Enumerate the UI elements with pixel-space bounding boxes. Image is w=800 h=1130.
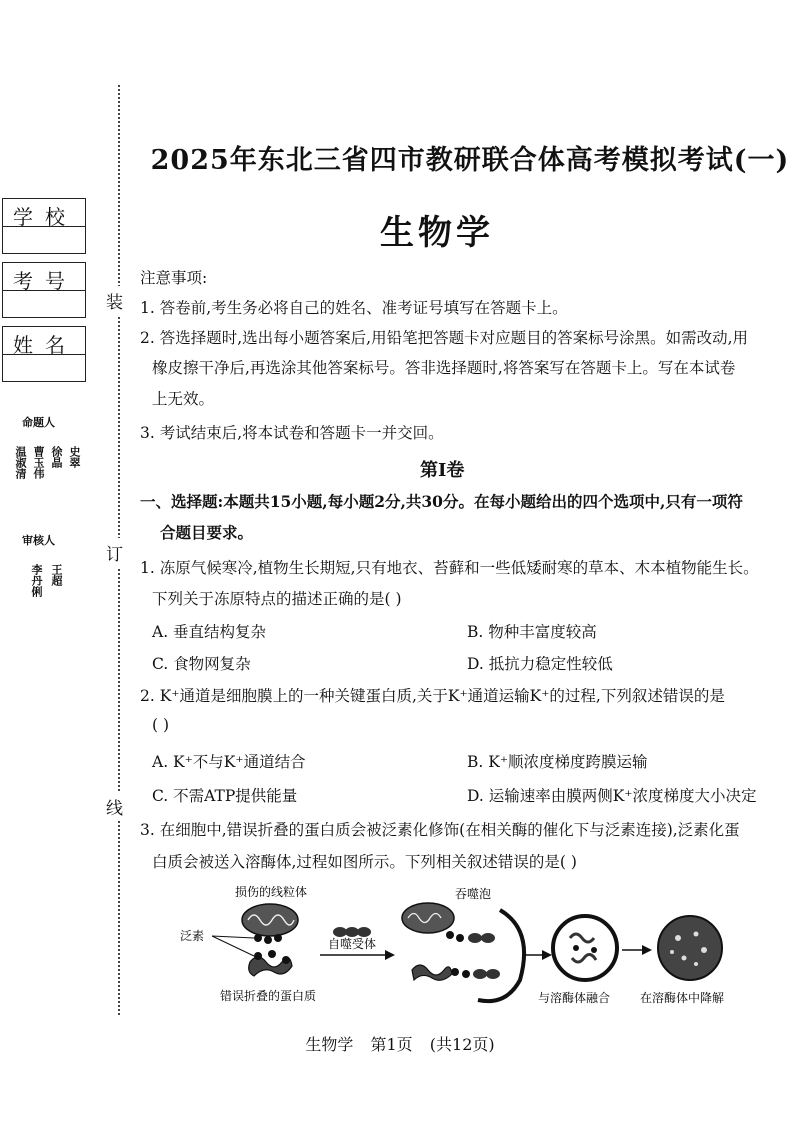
- label-misfolded: 错误折叠的蛋白质: [220, 989, 317, 1003]
- question-stem: 下列关于冻原特点的描述正确的是( ): [152, 590, 402, 608]
- section-title: 第Ⅰ卷: [420, 460, 465, 481]
- option-d[interactable]: D. 抵抗力稳定性较低: [467, 655, 613, 673]
- exam-number-field[interactable]: [2, 262, 86, 318]
- reviewers-heading: 审核人: [22, 534, 55, 547]
- question-stem: 3. 在细胞中,错误折叠的蛋白质会被泛素化修饰(在相关酶的催化下与泛素连接),泛素化蛋: [140, 821, 740, 839]
- label-degrade: 在溶酶体中降解: [640, 991, 725, 1005]
- notice-item: 2. 答选择题时,选出每小题答案后,用铅笔把答题卡对应题目的答案标号涂黑。如需改动,用: [140, 329, 748, 347]
- label-fusion: 与溶酶体融合: [538, 991, 611, 1005]
- autophagy-receptor: [333, 927, 371, 937]
- exam-title: 2025年东北三省四市教研联合体高考模拟考试(一): [150, 145, 790, 176]
- option-c[interactable]: C. 食物网复杂: [152, 655, 251, 673]
- label-autophagosome: 吞噬泡: [455, 887, 492, 901]
- notice-heading: 注意事项:: [140, 269, 208, 287]
- school-field[interactable]: [2, 198, 86, 254]
- section-instruction: 合题目要求。: [160, 523, 254, 542]
- proposers-heading: 命题人: [22, 416, 55, 429]
- option-d[interactable]: D. 运输速率由膜两侧K⁺浓度梯度大小决定: [467, 787, 757, 805]
- reviewer-name: 王超: [50, 564, 63, 586]
- notice-item: 橡皮擦干净后,再选涂其他答案标号。答非选择题时,将答案写在答题卡上。写在本试卷: [152, 359, 736, 377]
- notice-item: 上无效。: [152, 390, 215, 408]
- engulfing-stage: [402, 903, 524, 1001]
- binding-mark-xian: 线: [106, 792, 123, 821]
- notice-item: 3. 考试结束后,将本试卷和答题卡一并交回。: [140, 424, 444, 442]
- option-a[interactable]: A. 垂直结构复杂: [152, 623, 267, 641]
- question-stem: 1. 冻原气候寒冷,植物生长期短,只有地衣、苔藓和一些低矮耐寒的草本、木本植物能生长。: [140, 559, 759, 577]
- subject-title: 生物学: [380, 213, 494, 253]
- name-label: 姓名: [13, 333, 77, 357]
- label-ubiquitin: 泛素: [180, 929, 205, 943]
- lysosome-fusion: [553, 916, 617, 980]
- proposer-name: 徐晶: [50, 446, 63, 468]
- label-receptor: 自噬受体: [328, 937, 377, 951]
- binding-mark-zhuang: 装: [106, 286, 123, 315]
- exam-number-label: 考号: [13, 269, 77, 293]
- footer-subject: 生物学: [305, 1035, 354, 1054]
- option-b[interactable]: B. K⁺顺浓度梯度跨膜运输: [467, 753, 648, 771]
- question-stem: ( ): [152, 716, 170, 734]
- misfolded-protein: [249, 950, 292, 976]
- proposer-name: 曹玉伟: [32, 446, 45, 479]
- proposer-name: 史翠: [68, 446, 81, 468]
- binding-mark-ding: 订: [106, 538, 123, 567]
- page-footer: [0, 1032, 800, 1055]
- lysosome-degradation: [658, 916, 722, 980]
- autophagy-figure: [180, 880, 740, 1015]
- footer-total: (共12页): [429, 1035, 495, 1054]
- school-label: 学校: [13, 205, 77, 229]
- option-c[interactable]: C. 不需ATP提供能量: [152, 787, 298, 805]
- reviewer-name: 李丹俐: [30, 564, 43, 597]
- section-instruction: 一、选择题:本题共15小题,每小题2分,共30分。在每小题给出的四个选项中,只有一项符: [140, 492, 743, 511]
- footer-page: 第1页: [370, 1035, 413, 1054]
- label-damaged-mito: 损伤的线粒体: [235, 885, 308, 899]
- proposer-name: 温淑清: [14, 446, 27, 479]
- option-b[interactable]: B. 物种丰富度较高: [467, 623, 597, 641]
- notice-item: 1. 答卷前,考生务必将自己的姓名、准考证号填写在答题卡上。: [140, 299, 568, 317]
- question-stem: 白质会被送入溶酶体,过程如图所示。下列相关叙述错误的是( ): [152, 853, 577, 871]
- question-stem: 2. K⁺通道是细胞膜上的一种关键蛋白质,关于K⁺通道运输K⁺的过程,下列叙述错误的是: [140, 687, 725, 705]
- name-field[interactable]: [2, 326, 86, 382]
- option-a[interactable]: A. K⁺不与K⁺通道结合: [152, 753, 306, 771]
